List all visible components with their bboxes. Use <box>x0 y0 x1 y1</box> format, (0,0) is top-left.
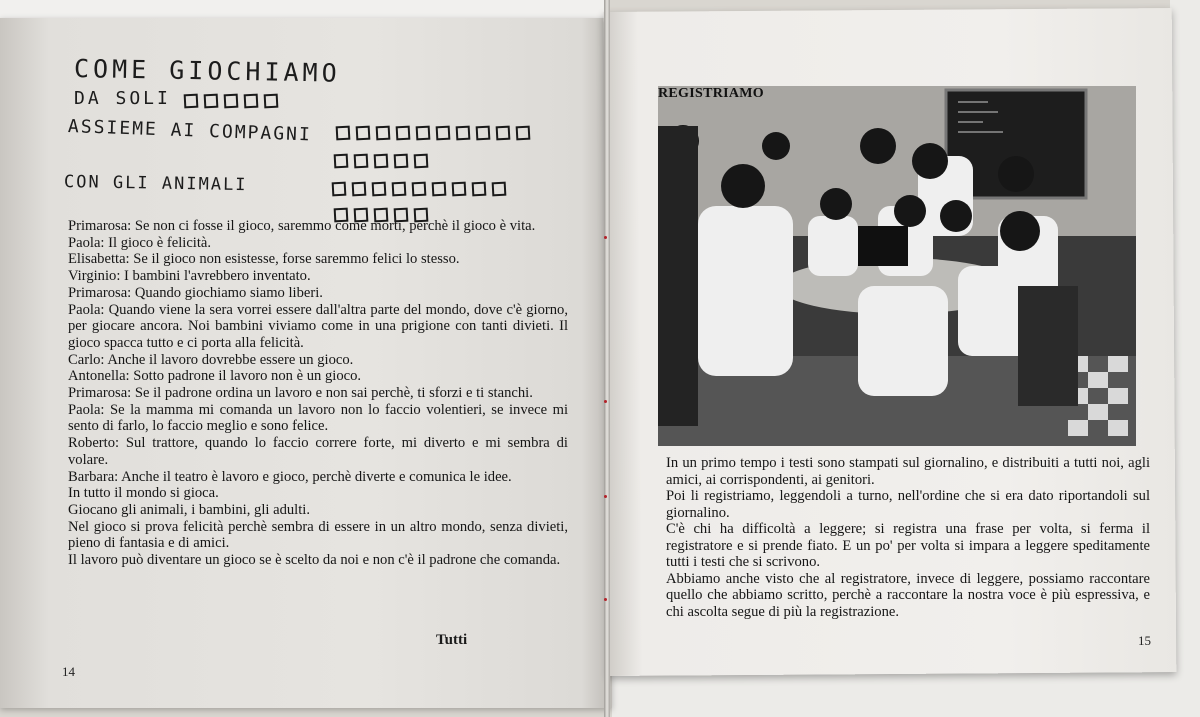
left-page-body <box>68 218 568 569</box>
paragraph: Carlo: Anche il lavoro dovrebbe essere un gioco. <box>68 351 354 368</box>
paragraph: Nel gioco si prova felicità perchè sembra di essere in un altro mondo, senza divieti, pieno di fantasia e di amici. <box>68 518 568 552</box>
tally-boxes-alone <box>184 94 278 108</box>
paragraph: Antonella: Sotto padrone il lavoro non è un gioco. <box>68 368 362 385</box>
paragraph: Barbara: Anche il teatro è lavoro e gioco, perchè diverte e comunica le idee. <box>68 468 512 485</box>
paragraph: In un primo tempo i testi sono stampati sul giornalino, e distribuiti a tutti noi, agli amici, ai corrispondenti, ai genitori. <box>666 455 1150 488</box>
paragraph: Abbiamo anche visto che al registratore, invece di leggere, possiamo raccontare quello che abbiamo scritto, perchè a raccontare la nostra voce è più espressiva, e chi ascolta segue di più la registrazione. <box>666 570 1150 620</box>
paragraph: Roberto: Sul trattore, quando lo faccio correre forte, mi diverto e mi sembra di volare. <box>68 435 568 468</box>
paragraph: Virginio: I bambini l'avrebbero inventato. <box>68 268 311 285</box>
binding-mark <box>604 598 607 601</box>
binding-mark <box>604 236 607 239</box>
right-page-body <box>666 455 1150 620</box>
paragraph: Elisabetta: Se il gioco non esistesse, forse saremmo felici lo stesso. <box>68 251 460 268</box>
binding-mark <box>604 400 607 403</box>
paragraph: Paola: Il gioco è felicità. <box>68 234 212 251</box>
background-strip <box>0 0 604 20</box>
paragraph: Giocano gli animali, i bambini, gli adulti. <box>68 501 310 518</box>
section-title: REGISTRIAMO <box>658 86 764 101</box>
classroom-photo <box>658 86 1136 446</box>
paragraph: Primarosa: Se non ci fosse il gioco, saremmo come morti, perchè il gioco è vita. <box>68 218 536 234</box>
book-gutter <box>604 0 610 717</box>
background-surface-bottom <box>612 672 1200 717</box>
paragraph: Primarosa: Se il padrone ordina un lavoro e non sai perchè, ti sforzi e ti stanchi. <box>68 385 533 402</box>
tally-boxes-animals-row1 <box>332 182 506 196</box>
page-number-left: 14 <box>62 664 75 679</box>
page-number-right: 15 <box>1138 633 1151 648</box>
handwritten-line-companions: ASSIEME AI COMPAGNI <box>67 116 313 146</box>
paragraph: In tutto il mondo si gioca. <box>68 485 219 502</box>
paragraph: C'è chi ha difficoltà a leggere; si registra una frase per volta, si ferma il registratore e si prende fiato. E un po' per volta si impara a leggere speditamente tutti i testi che si scrivono. <box>666 521 1150 570</box>
paragraph: Paola: Se la mamma mi comanda un lavoro non lo faccio volentieri, se invece mi sento di farlo, lo faccio meglio e sono felice. <box>68 401 568 435</box>
paragraph: Paola: Quando viene la sera vorrei essere dall'altra parte del mondo, dove c'è giorno, per giocare ancora. Noi bambini viviamo come in una prigione con tanti divieti. Il gioco spacca tutto e ci porta alla felicità. <box>68 301 568 351</box>
handwritten-line-alone: DA SOLI <box>74 88 171 109</box>
handwritten-line-animals: CON GLI ANIMALI <box>63 172 248 196</box>
tally-boxes-companions-row2 <box>334 154 428 168</box>
binding-mark <box>604 495 607 498</box>
classroom-photo-image <box>658 86 1136 446</box>
paragraph: Primarosa: Quando giochiamo siamo liberi. <box>68 284 323 301</box>
paragraph: Il lavoro può diventare un gioco se è scelto da noi e non c'è il padrone che comanda. <box>68 552 561 569</box>
paragraph: Poi li registriamo, leggendoli a turno, nell'ordine che si era dato riportandoli sul giornalino. <box>666 488 1150 521</box>
handwritten-title: COME GIOCHIAMO <box>73 54 341 88</box>
signature: Tutti <box>436 632 468 648</box>
tally-boxes-companions-row1 <box>336 126 530 140</box>
